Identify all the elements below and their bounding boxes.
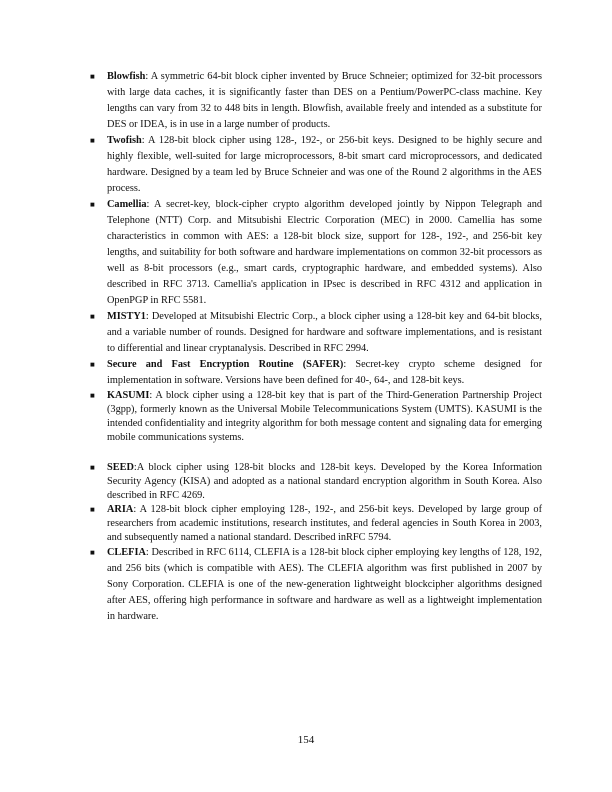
list-item-safer [90, 357, 542, 389]
item-description: A secret-key, block-cipher crypto algorithm developed jointly by Nippon Telegraph and Telephone (NTT) Corp. and Mitsubishi Electric Corporation (MEC) in 2000. Camellia has some characteristics in common with AES: a 128-bit block size, support for 128-, 192-, and 256-bit key lengths, and suitability for both software and hardware implementations on common 32-bit processors as well as 8-bit processors (e.g., smart cards, cryptographic hardware, and embedded systems). Also described in RFC 3713. Camellia's application in IPsec is described in RFC 4312 and application in OpenPGP in RFC 5581. [107, 199, 542, 306]
bullet-icon: ■ [90, 136, 95, 145]
item-description: Described in RFC 6114, CLEFIA is a 128-bit block cipher employing key lengths of 128, 192, and 256 bits (which is compatible with AES). The CLEFIA algorithm was first published in 2007 by Sony Corporation. CLEFIA is one of the new-generation lightweight blockcipher algorithms designed after AES, offering high performance in software and hardware as well as a lightweight implementation in hardware. [107, 547, 542, 622]
term-separator: : [343, 359, 347, 370]
list-item-misty1 [90, 309, 542, 357]
bullet-icon: ■ [90, 391, 95, 400]
bullet-icon: ■ [90, 548, 95, 557]
term-label: Twofish [107, 135, 142, 146]
term-separator: : [141, 135, 145, 146]
item-description: A 128-bit block cipher employing 128-, 192-, and 256-bit keys. Developed by large group of researchers from academic institutions, research institutes, and federal agencies in South Korea in 2003, and subsequently named a national standard. Described inRFC 5794. [107, 504, 542, 543]
term-separator: : [133, 504, 137, 515]
item-description: A 128-bit block cipher using 128-, 192-, or 256-bit keys. Designed to be highly secure and highly flexible, well-suited for large microprocessors, 8-bit smart card microprocessors, and dedicated hardware. Designed by a team led by Bruce Schneier and was one of the Round 2 algorithms in the AES process. [107, 135, 542, 194]
term-label: KASUMI [107, 390, 150, 401]
list-item-clefia [90, 545, 542, 625]
item-description: Developed at Mitsubishi Electric Corp., a block cipher using a 128-bit key and 64-bit blocks, and a variable number of rounds. Designed for hardware and software implementations, and is resistant to differential and linear cryptanalysis. Described in RFC 2994. [107, 311, 542, 354]
term-separator: : [145, 311, 149, 322]
term-label: Secure and Fast Encryption Routine (SAFER) [107, 359, 344, 370]
term-label: SEED [107, 462, 134, 473]
item-description: A block cipher using a 128-bit key that is part of the Third-Generation Partnership Project (3gpp), formerly known as the Universal Mobile Telecommunications System (UMTS). KASUMI is the intended confidentiality and integrity algorithm for both message content and signaling data for emerging mobile communications systems. [107, 390, 542, 443]
list-item-twofish [90, 133, 542, 197]
term-separator: : [133, 462, 137, 473]
item-description: A symmetric 64-bit block cipher invented by Bruce Schneier; optimized for 32-bit processors with large data caches, it is significantly faster than DES on a Pentium/PowerPC-class machine. Key lengths can vary from 32 to 448 bits in length. Blowfish, available freely and intended as a substitute for DES or IDEA, is in use in a large number of products. [107, 71, 542, 130]
list-item-camellia [90, 197, 542, 309]
term-separator: : [149, 390, 153, 401]
list-item-aria [90, 503, 542, 545]
term-separator: : [146, 199, 150, 210]
bullet-icon: ■ [90, 72, 95, 81]
list-item-blowfish [90, 69, 542, 133]
item-description: Secret-key crypto scheme designed for implementation in software. Versions have been defined for 40-, 64-, and 128-bit keys. [107, 359, 542, 386]
term-label: MISTY1 [107, 311, 146, 322]
list-item-seed [90, 461, 542, 503]
cipher-list [90, 69, 542, 625]
item-description: A block cipher using 128-bit blocks and 128-bit keys. Developed by the Korea Information Security Agency (KISA) and adopted as a national standard encryption algorithm in South Korea. Also described in RFC 4269. [107, 462, 542, 501]
term-separator: : [145, 71, 149, 82]
term-label: Blowfish [107, 71, 146, 82]
bullet-icon: ■ [90, 200, 95, 209]
term-separator: : [145, 547, 149, 558]
page-number: 154 [297, 734, 315, 746]
bullet-icon: ■ [90, 360, 95, 369]
bullet-icon: ■ [90, 463, 95, 472]
term-label: Camellia [107, 199, 147, 210]
list-item-kasumi [90, 389, 542, 445]
bullet-icon: ■ [90, 312, 95, 321]
term-label: CLEFIA [107, 547, 146, 558]
term-label: ARIA [107, 504, 134, 515]
bullet-icon: ■ [90, 505, 95, 514]
